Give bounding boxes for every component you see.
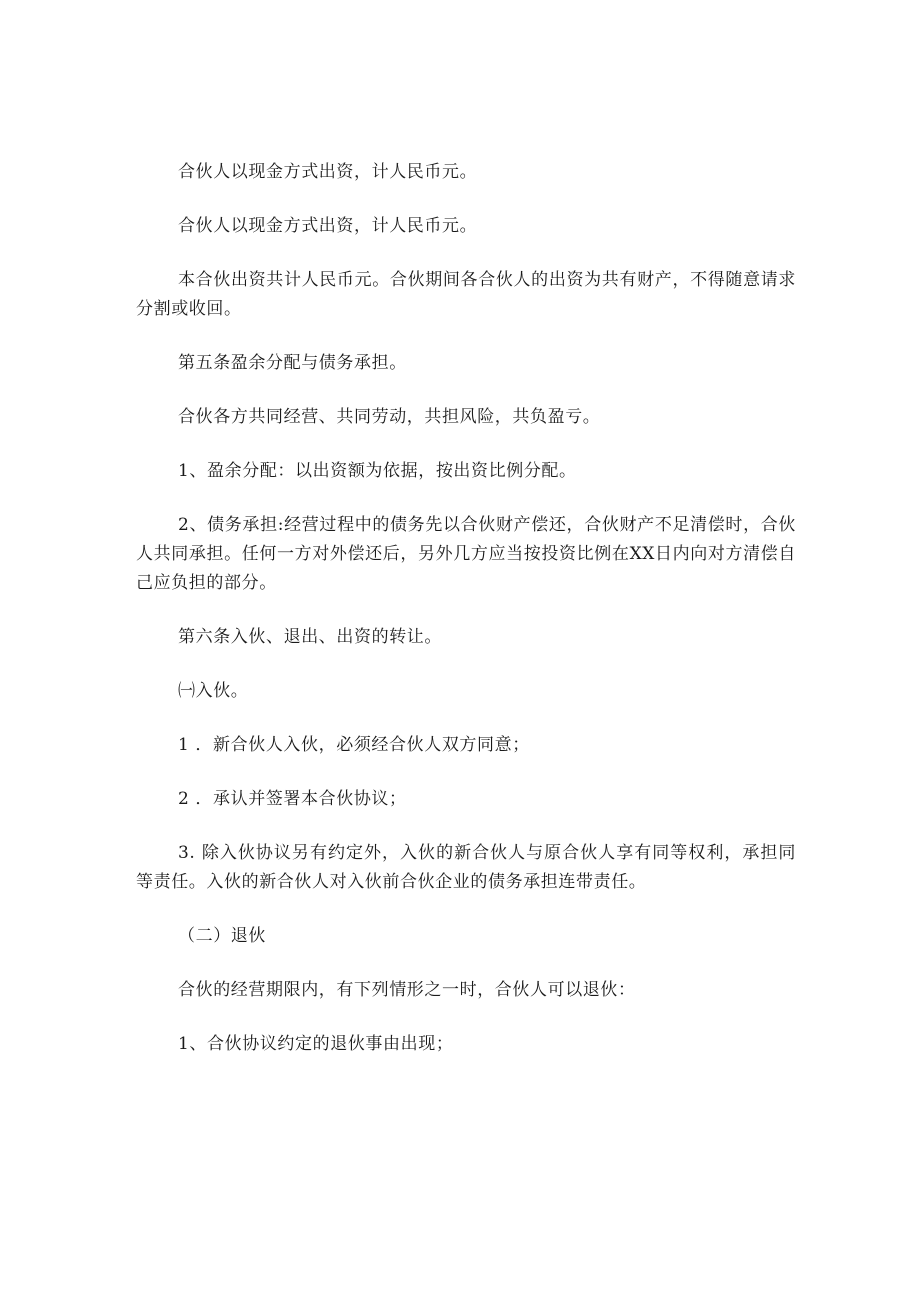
profit-distribution-clause: 1、盈余分配：以出资额为依据，按出资比例分配。 (178, 461, 577, 481)
withdrawal-item-1: 1、合伙协议约定的退伙事由出现； (178, 1034, 454, 1054)
paragraph-3: 本合伙出资共计人民币元。合伙期间各合伙人的出资为共有财产，不得随意请求分割或收回。 (136, 270, 796, 319)
withdrawal-subheading: （二）退伙 (178, 926, 266, 946)
article-5-heading: 第五条盈余分配与债务承担。 (178, 353, 407, 373)
paragraph-2: 合伙人以现金方式出资，计人民币元。 (178, 216, 478, 236)
debt-bearing-clause: 2、债务承担:经营过程中的债务先以合伙财产偿还，合伙财产不足清偿时，合伙人共同承担。任何一方对外偿还后，另外几方应当按投资比例在XX日内向对方清偿自己应负担的部分。 (136, 515, 796, 593)
joining-subheading: ㈠入伙。 (178, 681, 249, 701)
withdrawal-intro: 合伙的经营期限内，有下列情形之一时，合伙人可以退伙： (178, 980, 636, 1000)
article-6-heading: 第六条入伙、退出、出资的转让。 (178, 627, 442, 647)
document-body (136, 158, 796, 1084)
paragraph-5: 合伙各方共同经营、共同劳动，共担风险，共负盈亏。 (178, 407, 601, 427)
joining-item-3: 3. 除入伙协议另有约定外，入伙的新合伙人与原合伙人享有同等权利，承担同等责任。入伙的新合伙人对入伙前合伙企业的债务承担连带责任。 (136, 843, 796, 892)
paragraph-1: 合伙人以现金方式出资，计人民币元。 (178, 162, 478, 182)
joining-item-2: 2 ．承认并签署本合伙协议； (178, 789, 407, 809)
joining-item-1: 1 ．新合伙人入伙，必须经合伙人双方同意； (178, 735, 530, 755)
